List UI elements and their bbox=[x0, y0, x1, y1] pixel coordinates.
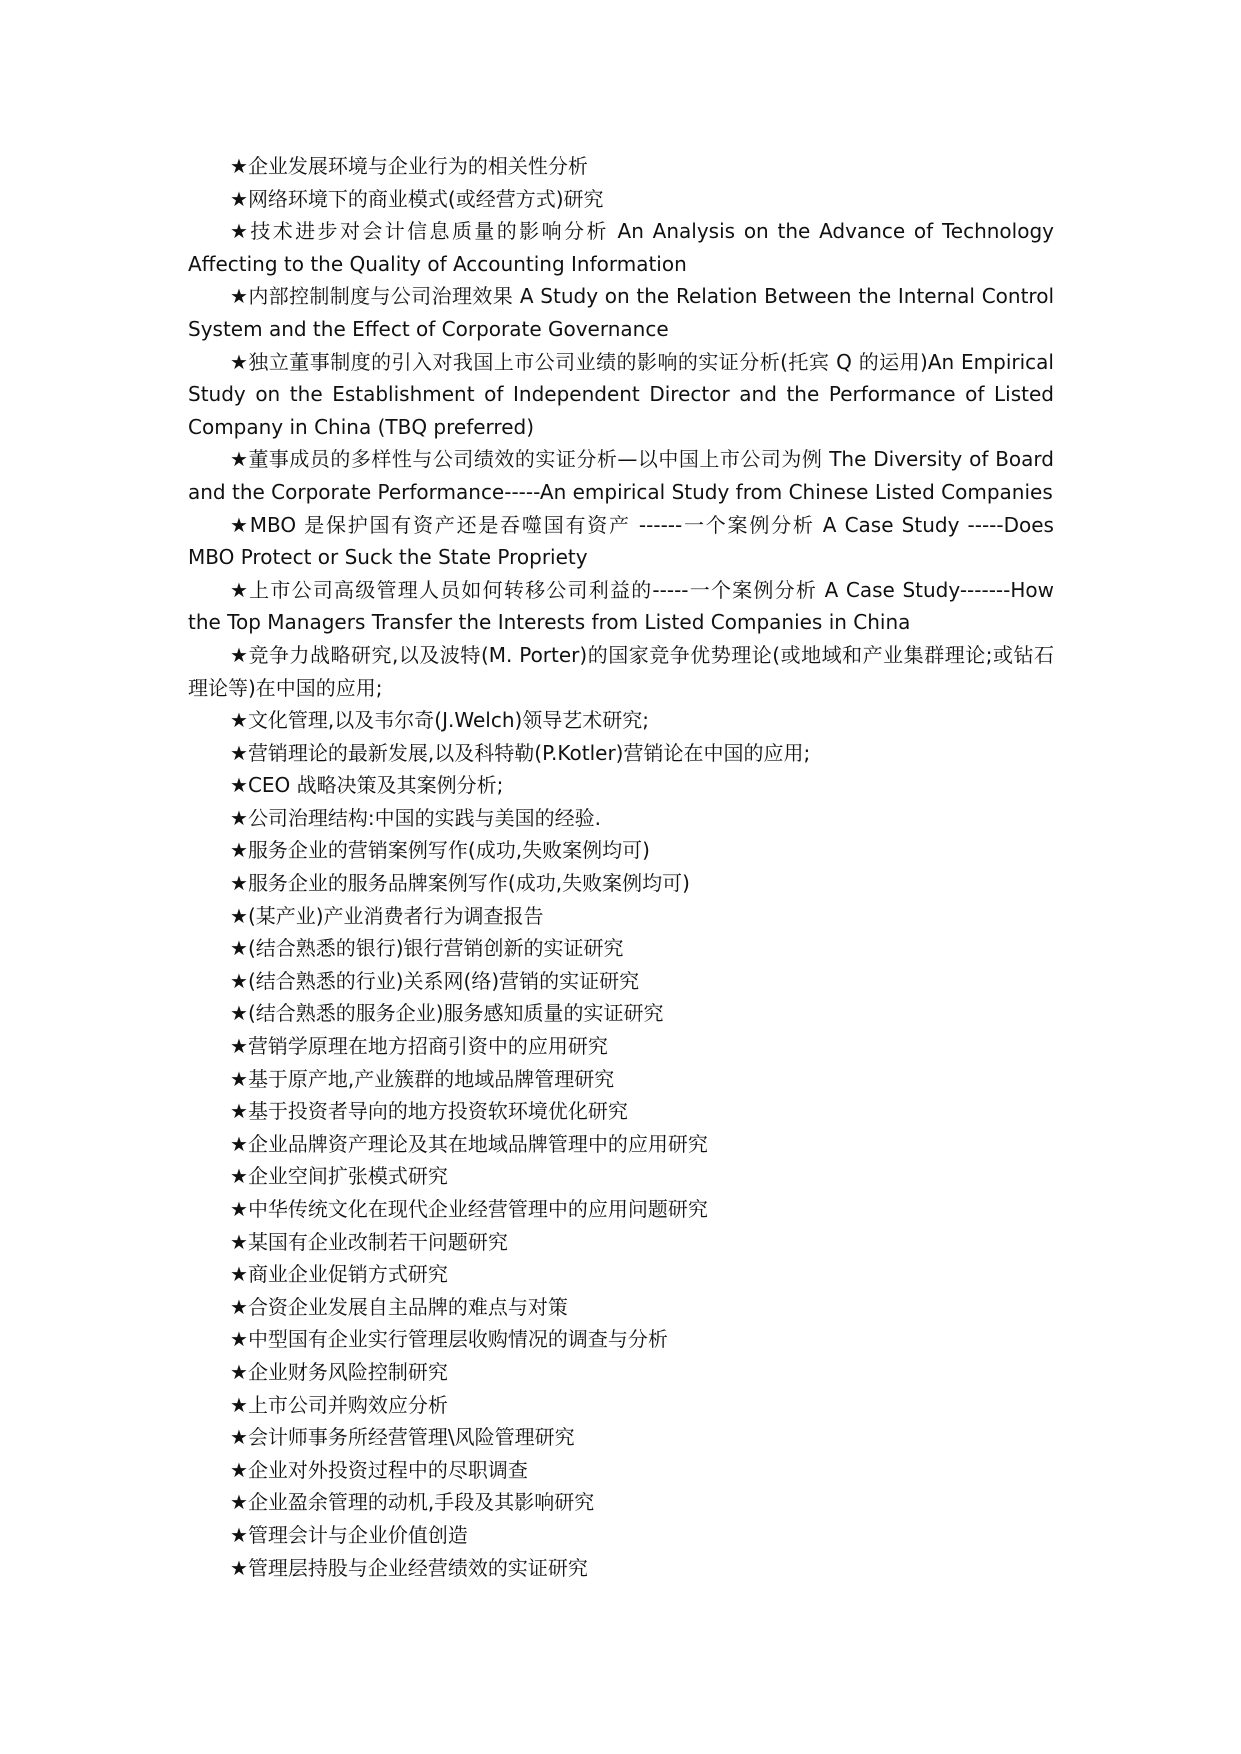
topic-item bbox=[188, 509, 1054, 574]
topic-text: 会计师事务所经营管理\风险管理研究 bbox=[247, 1425, 575, 1450]
star-icon: ★ bbox=[230, 154, 248, 178]
star-icon: ★ bbox=[230, 1555, 248, 1580]
star-icon: ★ bbox=[230, 773, 248, 798]
topic-item bbox=[188, 834, 1054, 867]
topic-text: (结合熟悉的银行)银行营销创新的实证研究 bbox=[247, 936, 624, 961]
topic-item bbox=[188, 574, 1054, 639]
topic-item bbox=[188, 1030, 1054, 1063]
star-icon: ★ bbox=[230, 1425, 248, 1450]
star-icon: ★ bbox=[230, 284, 249, 309]
topic-text: (结合熟悉的服务企业)服务感知质量的实证研究 bbox=[247, 1001, 664, 1026]
topic-text: 中型国有企业实行管理层收购情况的调查与分析 bbox=[247, 1327, 668, 1352]
topic-item bbox=[188, 1421, 1054, 1454]
star-icon: ★ bbox=[230, 708, 248, 733]
topic-item bbox=[188, 1552, 1054, 1585]
topic-item bbox=[188, 1095, 1054, 1128]
topic-item bbox=[188, 183, 1054, 216]
topic-item bbox=[188, 737, 1054, 770]
topic-text: 服务企业的营销案例写作(成功,失败案例均可) bbox=[247, 838, 650, 863]
topic-text: CEO 战略决策及其案例分析; bbox=[247, 773, 504, 798]
topic-text: 营销学原理在地方招商引资中的应用研究 bbox=[247, 1034, 608, 1059]
star-icon: ★ bbox=[230, 642, 249, 667]
topic-text: 某国有企业改制若干问题研究 bbox=[247, 1229, 508, 1254]
star-icon: ★ bbox=[230, 1522, 248, 1547]
star-icon: ★ bbox=[230, 1359, 248, 1384]
star-icon: ★ bbox=[230, 1229, 248, 1254]
topic-text: (某产业)产业消费者行为调查报告 bbox=[247, 903, 544, 928]
topic-list bbox=[188, 150, 1054, 1584]
topic-text: 企业财务风险控制研究 bbox=[247, 1359, 448, 1384]
topic-text: 基于原产地,产业簇群的地域品牌管理研究 bbox=[247, 1066, 615, 1091]
star-icon: ★ bbox=[230, 936, 248, 961]
topic-text: 上市公司高级管理人员如何转移公司利益的-----一个案例分析 A Case Study-------How the Top Managers Transfer the Interests from Listed Companies in China bbox=[188, 577, 1054, 635]
topic-text: 管理层持股与企业经营绩效的实证研究 bbox=[247, 1555, 588, 1580]
topic-item bbox=[188, 1160, 1054, 1193]
topic-item bbox=[188, 867, 1054, 900]
star-icon: ★ bbox=[230, 838, 248, 863]
topic-item bbox=[188, 639, 1054, 704]
star-icon: ★ bbox=[230, 1262, 248, 1287]
topic-text: 企业盈余管理的动机,手段及其影响研究 bbox=[247, 1490, 595, 1515]
topic-text: 商业企业促销方式研究 bbox=[247, 1262, 448, 1287]
topic-item bbox=[188, 704, 1054, 737]
star-icon: ★ bbox=[230, 805, 248, 830]
topic-text: 中华传统文化在现代企业经营管理中的应用问题研究 bbox=[247, 1197, 708, 1221]
topic-item bbox=[188, 802, 1054, 835]
topic-text: 文化管理,以及韦尔奇(J.Welch)领导艺术研究; bbox=[247, 708, 650, 733]
topic-text: 上市公司并购效应分析 bbox=[247, 1392, 448, 1417]
topic-text: 独立董事制度的引入对我国上市公司业绩的影响的实证分析(托宾 Q 的运用)An Empirical Study on the Establishment of Independent Director and the Performance of Listed Company in China (TBQ preferred) bbox=[188, 349, 1054, 439]
topic-item bbox=[188, 443, 1054, 508]
topic-item bbox=[188, 900, 1054, 933]
topic-text: 网络环境下的商业模式(或经营方式)研究 bbox=[247, 186, 604, 211]
topic-item bbox=[188, 965, 1054, 998]
topic-text: 营销理论的最新发展,以及科特勒(P.Kotler)营销论在中国的应用; bbox=[247, 740, 811, 765]
topic-item bbox=[188, 1519, 1054, 1552]
topic-text: 服务企业的服务品牌案例写作(成功,失败案例均可) bbox=[247, 871, 690, 896]
topic-text: 内部控制制度与公司治理效果 A Study on the Relation Between the Internal Control System and the Effect of Corporate Governance bbox=[188, 284, 1054, 341]
star-icon: ★ bbox=[230, 577, 250, 602]
topic-item bbox=[188, 1128, 1054, 1161]
topic-item bbox=[188, 997, 1054, 1030]
topic-item bbox=[188, 1291, 1054, 1324]
topic-text: 企业发展环境与企业行为的相关性分析 bbox=[247, 154, 588, 178]
topic-text: 合资企业发展自主品牌的难点与对策 bbox=[247, 1294, 568, 1319]
topic-text: 企业空间扩张模式研究 bbox=[247, 1164, 448, 1189]
topic-item bbox=[188, 280, 1054, 345]
topic-item bbox=[188, 1486, 1054, 1519]
star-icon: ★ bbox=[230, 1490, 248, 1515]
star-icon: ★ bbox=[230, 1099, 248, 1124]
star-icon: ★ bbox=[230, 447, 249, 472]
topic-text: 基于投资者导向的地方投资软环境优化研究 bbox=[247, 1099, 628, 1124]
topic-text: 董事成员的多样性与公司绩效的实证分析—以中国上市公司为例 The Diversity of Board and the Corporate Performance-----An empirical Study from Chinese Listed Companies bbox=[188, 447, 1054, 504]
star-icon: ★ bbox=[230, 349, 249, 374]
topic-item bbox=[188, 932, 1054, 965]
topic-item bbox=[188, 215, 1054, 280]
topic-item bbox=[188, 1258, 1054, 1291]
topic-item bbox=[188, 150, 1054, 183]
star-icon: ★ bbox=[230, 1197, 248, 1221]
topic-text: MBO 是保护国有资产还是吞噬国有资产 ------一个案例分析 A Case Study -----Does MBO Protect or Suck the State Propriety bbox=[188, 512, 1054, 570]
star-icon: ★ bbox=[230, 871, 248, 896]
topic-text: 技术进步对会计信息质量的影响分析 An Analysis on the Advance of Technology Affecting to the Quality of Accounting Information bbox=[188, 219, 1054, 276]
star-icon: ★ bbox=[230, 1392, 248, 1417]
topic-item bbox=[188, 769, 1054, 802]
star-icon: ★ bbox=[230, 186, 248, 211]
star-icon: ★ bbox=[230, 1034, 248, 1059]
star-icon: ★ bbox=[230, 1164, 248, 1189]
topic-item bbox=[188, 1454, 1054, 1487]
topic-item bbox=[188, 1226, 1054, 1259]
topic-text: 管理会计与企业价值创造 bbox=[247, 1522, 468, 1547]
topic-item bbox=[188, 1389, 1054, 1422]
star-icon: ★ bbox=[230, 1294, 248, 1319]
star-icon: ★ bbox=[230, 903, 248, 928]
topic-item bbox=[188, 1063, 1054, 1096]
topic-item bbox=[188, 1323, 1054, 1356]
topic-item bbox=[188, 1193, 1054, 1226]
star-icon: ★ bbox=[230, 1457, 248, 1482]
star-icon: ★ bbox=[230, 512, 250, 537]
topic-text: 企业对外投资过程中的尽职调查 bbox=[247, 1457, 528, 1482]
star-icon: ★ bbox=[230, 1327, 248, 1352]
topic-text: (结合熟悉的行业)关系网(络)营销的实证研究 bbox=[247, 968, 640, 993]
topic-text: 竞争力战略研究,以及波特(M. Porter)的国家竞争优势理论(或地域和产业集群理论;或钻石理论等)在中国的应用; bbox=[188, 642, 1054, 700]
star-icon: ★ bbox=[230, 968, 248, 993]
star-icon: ★ bbox=[230, 1066, 248, 1091]
star-icon: ★ bbox=[230, 219, 251, 244]
topic-item bbox=[188, 1356, 1054, 1389]
star-icon: ★ bbox=[230, 1131, 248, 1156]
star-icon: ★ bbox=[230, 740, 248, 765]
topic-item bbox=[188, 346, 1054, 444]
topic-text: 企业品牌资产理论及其在地域品牌管理中的应用研究 bbox=[247, 1131, 708, 1156]
topic-text: 公司治理结构:中国的实践与美国的经验. bbox=[247, 805, 602, 830]
star-icon: ★ bbox=[230, 1001, 248, 1026]
